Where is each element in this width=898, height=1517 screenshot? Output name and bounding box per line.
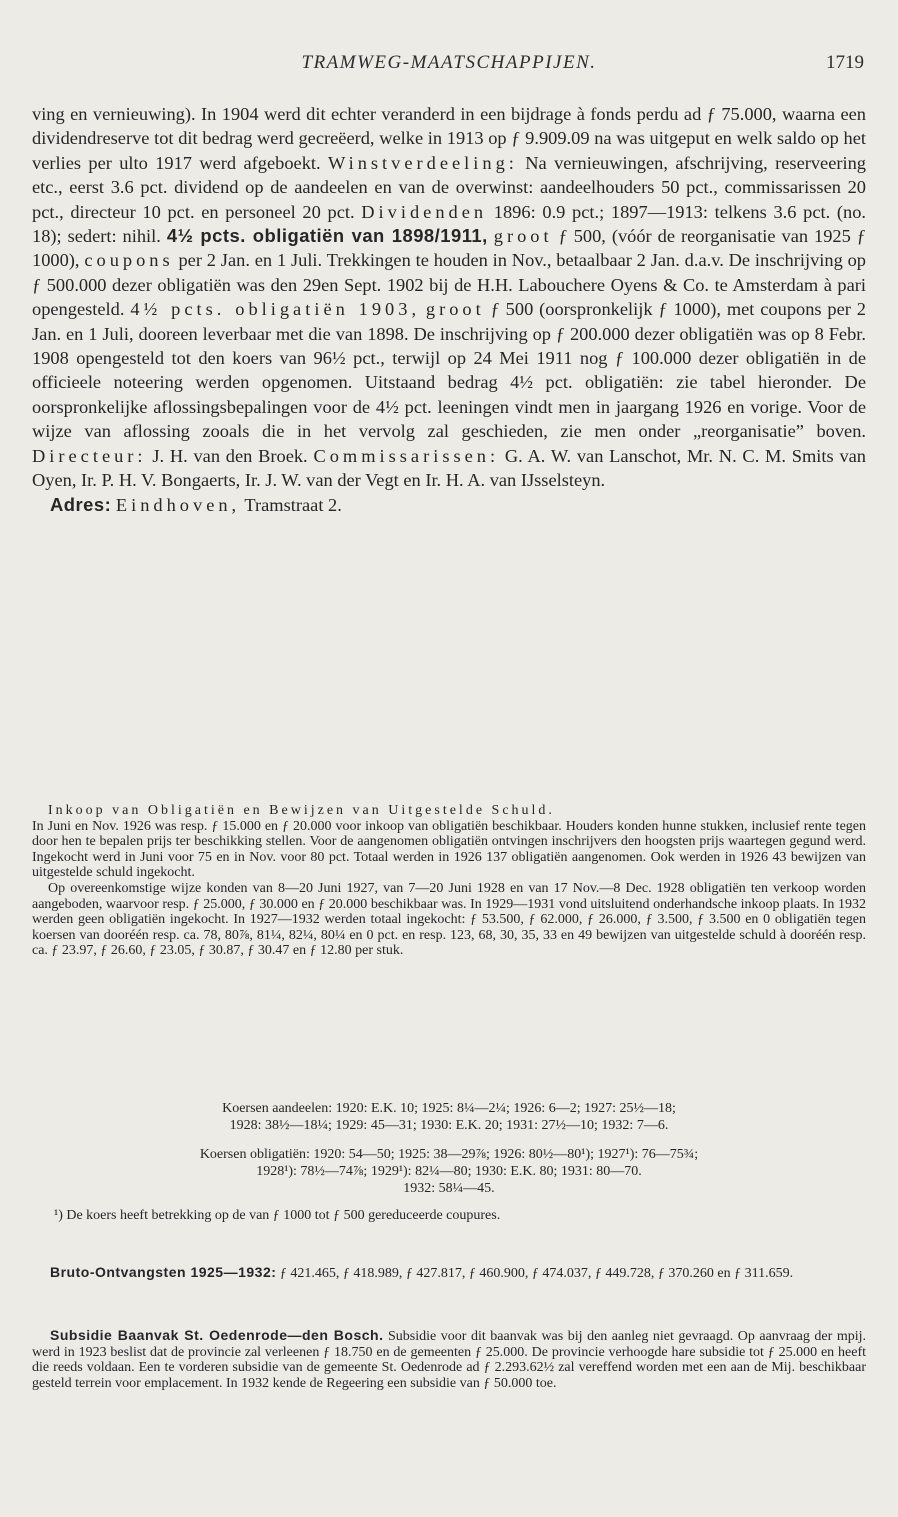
company-description-paragraph xyxy=(32,102,866,493)
main-text xyxy=(32,102,866,517)
inkoop-paragraph-2: Op overeenkomstige wijze konden van 8—20 Juni 1927, van 7—20 Juni 1928 en van 17 Nov.—8 Dec. 1928 obligatiën ten verkoop worden aangeboden, waarvoor resp. ƒ 25.000, ƒ 30.000 en ƒ 20.000 beschikbaar was. In 1929—1931 vond uitsluitend onderhandsche inkoop plaats. In 1932 werden geen obligatiën ingekocht. In 1927—1932 werden totaal ingekocht: ƒ 53.500, ƒ 62.000, ƒ 26.000, ƒ 3.500, ƒ 3.500 en 0 obligatiën tegen koersen van dooréén resp. ca. 78, 80⅞, 81¼, 82¼, 80¼ en 0 pct. en resp. 123, 68, 30, 35, 33 en 49 bewijzen van uitgestelde schuld à dooréén resp. ca. ƒ 23.97, ƒ 26.60, ƒ 23.05, ƒ 30.87, ƒ 30.47 en ƒ 12.80 per stuk. xyxy=(32,880,866,959)
header-title: TRAMWEG-MAATSCHAPPIJEN. xyxy=(301,52,597,73)
obligations-1903-label: 4½ pcts. obligatiën 1903, xyxy=(130,299,421,320)
koersen-aandeelen-line: 1928: 38½—18¼; 1929: 45—31; 1930: E.K. 20; 1931: 27½—10; 1932: 7—6. xyxy=(229,1118,669,1133)
groot-label: groot xyxy=(493,226,553,247)
text-span: 1896: 0.9 pct.; 1897—1913: telkens 3.6 pct. (no. 18); sedert: nihil. xyxy=(32,201,866,247)
address-label: Adres: xyxy=(50,493,112,515)
inkoop-heading: Inkoop van Obligatiën en Bewijzen van Uitgestelde Schuld. xyxy=(48,803,555,818)
bruto-paragraph xyxy=(32,1265,866,1282)
bruto-label: Bruto-Ontvangsten 1925—1932: xyxy=(50,1264,277,1280)
address-street: Tramstraat 2. xyxy=(240,494,342,515)
koersen-obligatien-line: 1928¹): 78½—74⅞; 1929¹): 82¼—80; 1930: E.K. 80; 1931: 80—70. xyxy=(256,1164,642,1179)
dividenden-label: Dividenden xyxy=(361,201,488,222)
inkoop-section xyxy=(32,803,866,959)
subsidie-section xyxy=(32,1328,866,1391)
coupons-label: coupons xyxy=(84,250,174,271)
commissarissen-label: Commissarissen: xyxy=(313,445,500,466)
address-city: Eindhoven, xyxy=(115,494,241,515)
koersen-obligatien-line: 1932: 58¼—45. xyxy=(403,1181,495,1196)
inkoop-paragraph: In Juni en Nov. 1926 was resp. ƒ 15.000 en ƒ 20.000 voor inkoop van obligatiën beschikbaar. Houders konden hunne stukken, inclusief rente tegen door hen te bepalen prijs ter beschikking stellen. Voor de aangenomen obligatiën ontvingen inschrijvers den hoogsten prijs waartegen gegund werd. Ingekocht werd in Juni voor 75 en in Nov. voor 80 pct. Totaal werden in 1926 137 obligatiën aangenomen. Ook werden in 1926 43 bewijzen van uitgestelde schuld ingekocht. xyxy=(32,818,866,881)
koersen-aandeelen xyxy=(32,1100,866,1134)
bruto-section xyxy=(32,1265,866,1282)
page-number: 1719 xyxy=(826,52,864,73)
address-line xyxy=(50,493,866,517)
text-span: J. H. van den Broek. xyxy=(146,445,314,466)
subsidie-paragraph xyxy=(32,1328,866,1391)
text-span: ving en vernieuwing). In 1904 werd dit echter veranderd in een bijdrage à fonds perdu ad ƒ 75.000, waarna een dividendreserve tot dit bedrag werd gecreëerd, welke in 1913 op ƒ 9.909.09 na was uitgeput en welk saldo op het verlies per ulto 1917 werd afgeboekt. xyxy=(32,104,866,173)
running-header xyxy=(0,52,898,80)
winstverdeeling-label: Winstverdeeling: xyxy=(327,152,518,173)
footnote xyxy=(32,1208,866,1224)
text-span: ƒ 500, (vóór de reorganisatie van 1925 ƒ 1000), xyxy=(32,226,866,271)
obligations-heading: 4½ pcts. obligatiën van 1898/1911, xyxy=(166,225,488,247)
subsidie-text: Subsidie voor dit baanvak was bij den aanleg niet gevraagd. Op aanvraag der mpij. werd in 1923 beslist dat de provincie zal verleenen ƒ 18.750 en de gemeenten ƒ 25.000. De provincie verhoogde hare subsidie tot ƒ 25.000 en heeft die reeds voldaan. Een te vorderen subsidie van de gemeente St. Oedenrode ad ƒ 2.293.62½ zal vereffend worden met een aan de Mij. beschikbaar gesteld terrein voor emplacement. In 1932 kende de Regeering een subsidie van ƒ 50.000 toe. xyxy=(32,1329,866,1391)
text-span: ƒ 500 (oorspronkelijk ƒ 1000), met coupons per 2 Jan. en 1 Juli, dooreen leverbaar met die van 1898. De inschrijving op ƒ 200.000 dezer obligatiën was op 8 Febr. 1908 opengesteld tot den koers van 96½ pct., terwijl op 24 Mei 1911 nog ƒ 100.000 dezer obligatiën in de officieele noteering werden opgenomen. Uitstaand bedrag 4½ pct. obligatiën: zie tabel hieronder. De oorspronkelijke aflossingsbepalingen voor de 4½ pct. leeningen vindt men in jaargang 1926 en vorige. Voor de wijze van aflossing zooals die in het vervolg zal geschieden, zie men onder „reorganisatie” boven. xyxy=(32,299,866,442)
koersen-aandeelen-line: Koersen aandeelen: 1920: E.K. 10; 1925: 8¼—2¼; 1926: 6—2; 1927: 25½—18; xyxy=(222,1101,676,1116)
text-span: per 2 Jan. en 1 Juli. Trekkingen te houden in Nov., betaalbaar 2 Jan. d.a.v. De inschrijving op ƒ 500.000 dezer obligatiën was den 29en Sept. 1902 bij de H.H. Labouchere Oyens & Co. te Amsterdam à pari opengesteld. xyxy=(32,250,866,320)
subsidie-label: Subsidie Baanvak St. Oedenrode—den Bosch. xyxy=(50,1327,384,1343)
text-span: Na vernieuwingen, afschrijving, reserveering etc., eerst 3.6 pct. dividend op de aandeelen en van de overwinst: aandeelhouders 50 pct., commissarissen 20 pct., directeur 10 pct. en personeel 20 pct. xyxy=(32,152,867,222)
bruto-text: ƒ 421.465, ƒ 418.989, ƒ 427.817, ƒ 460.900, ƒ 474.037, ƒ 449.728, ƒ 370.260 en ƒ 311.659. xyxy=(276,1266,794,1281)
koersen-obligatien xyxy=(32,1146,866,1197)
directeur-label: Directeur: xyxy=(32,445,147,466)
groot-label: groot xyxy=(425,299,485,320)
text-span: G. A. W. van Lanschot, Mr. N. C. M. Smits van Oyen, Ir. P. H. V. Bongaerts, Ir. J. W. van der Vegt en Ir. H. A. van IJsselsteyn. xyxy=(32,445,867,491)
footnote-text: ¹) De koers heeft betrekking op de van ƒ 1000 tot ƒ 500 gereduceerde coupures. xyxy=(54,1208,501,1223)
koersen-obligatien-line: Koersen obligatiën: 1920: 54—50; 1925: 38—29⅞; 1926: 80½—80¹); 1927¹): 76—75¾; xyxy=(199,1147,699,1162)
